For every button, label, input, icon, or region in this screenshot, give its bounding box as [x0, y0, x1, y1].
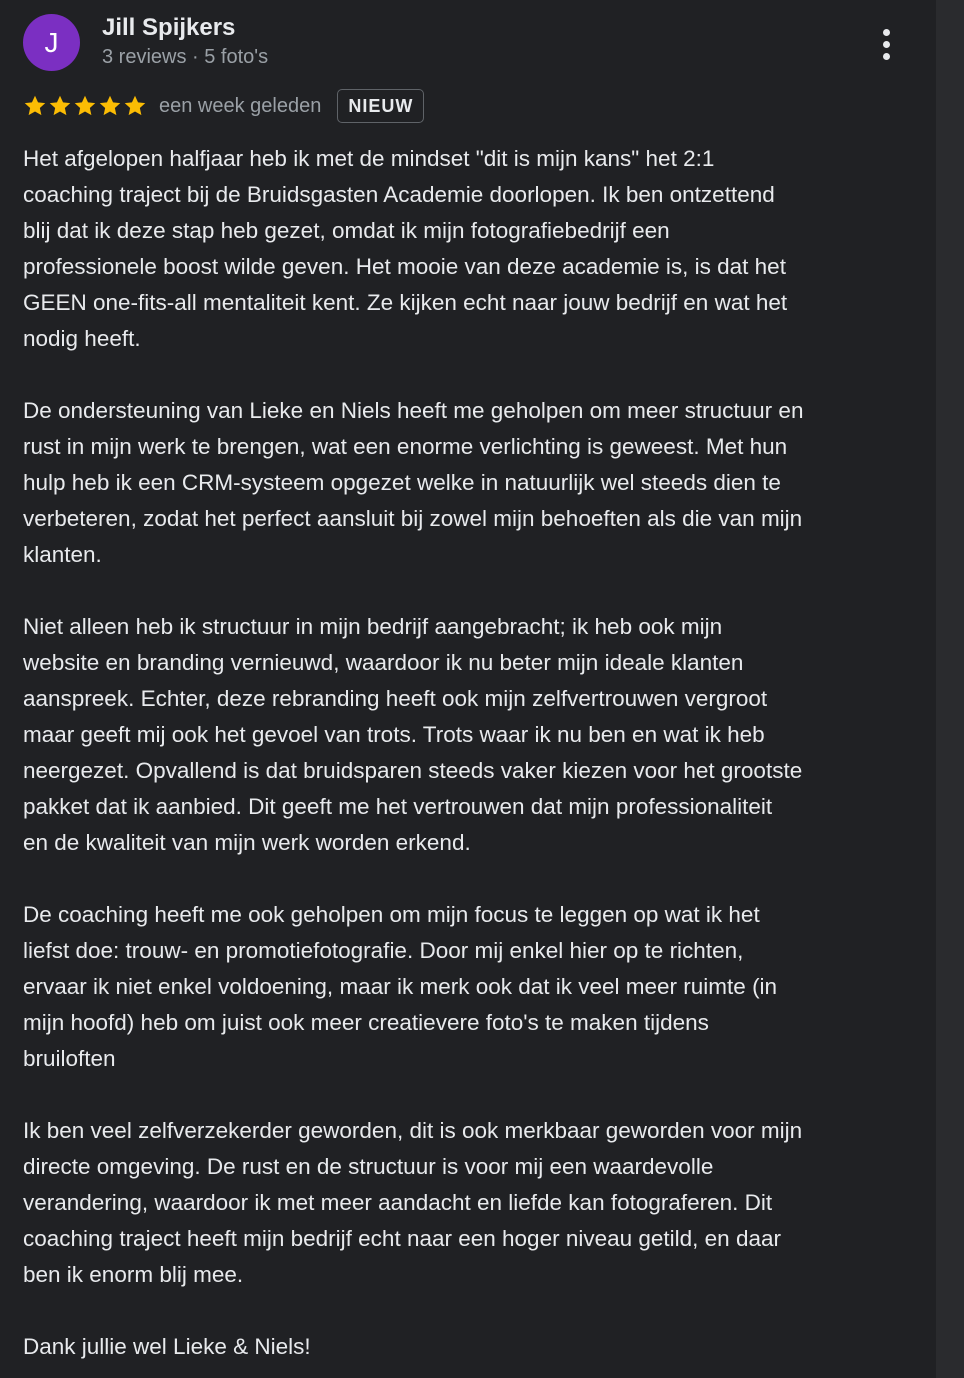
review-paragraph: Het afgelopen halfjaar heb ik met de mindset "dit is mijn kans" het 2:1 coaching traject bij de Bruidsgasten Academie doorlopen. Ik ben ontzettend blij dat ik deze stap heb gezet, omdat ik mijn fotografiebedrijf een professionele boost wilde geven. Het mooie van deze academie is, is dat het GEEN one-fits-all mentaliteit kent. Ze kijken echt naar jouw bedrijf en wat het nodig heeft.	[23, 146, 788, 351]
more-vertical-icon	[883, 29, 890, 36]
review-paragraph: De coaching heeft me ook geholpen om mijn focus te leggen op wat ik het liefst doe: trouw- en promotiefotografie. Door mij enkel hier op te richten, ervaar ik niet enkel voldoening, maar ik merk ook dat ik veel meer ruimte (in mijn hoofd) heb om juist ook meer creatievere foto's te maken tijdens bruiloften	[23, 902, 778, 1071]
review-text	[23, 141, 918, 1365]
rating-row	[23, 87, 424, 125]
new-badge: NIEUW	[337, 89, 424, 123]
more-vertical-icon	[883, 53, 890, 60]
avatar[interactable]	[23, 14, 80, 71]
star-icon	[48, 94, 72, 118]
star-icon	[23, 94, 47, 118]
star-icon	[73, 94, 97, 118]
review-paragraph: De ondersteuning van Lieke en Niels heeft me geholpen om meer structuur en rust in mijn werk te brengen, wat een enorme verlichting is geweest. Met hun hulp heb ik een CRM-systeem opgezet welke in natuurlijk wel steeds dien te verbeteren, zodat het perfect aansluit bij zowel mijn behoeften als die van mijn klanten.	[23, 398, 804, 567]
review-date: een week geleden	[159, 94, 322, 117]
star-icon	[123, 94, 147, 118]
star-icon	[98, 94, 122, 118]
more-vertical-icon	[883, 41, 890, 48]
star-rating	[23, 94, 147, 118]
review-paragraph: Niet alleen heb ik structuur in mijn bedrijf aangebracht; ik heb ook mijn website en branding vernieuwd, waardoor ik nu beter mijn ideale klanten aanspreek. Echter, deze rebranding heeft ook mijn zelfvertrouwen vergroot maar geeft mij ook het gevoel van trots. Trots waar ik nu ben en wat ik heb neergezet. Opvallend is dat bruidsparen steeds vaker kiezen voor het grootste pakket dat ik aanbied. Dit geeft me het vertrouwen dat mijn professionaliteit en de kwaliteit van mijn werk worden erkend.	[23, 614, 803, 855]
review-paragraph: Dank jullie wel Lieke & Niels!	[23, 1334, 311, 1359]
review-paragraph: Ik ben veel zelfverzekerder geworden, dit is ook merkbaar geworden voor mijn directe omgeving. De rust en de structuur is voor mij een waardevolle verandering, waardoor ik met meer aandacht en liefde kan fotograferen. Dit coaching traject heeft mijn bedrijf echt naar een hoger niveau getild, en daar ben ik enorm blij mee.	[23, 1118, 803, 1287]
more-options-button[interactable]	[866, 22, 906, 66]
avatar-initial: J	[44, 27, 59, 58]
scrollbar-track[interactable]	[936, 0, 964, 1378]
reviewer-meta: 3 reviews · 5 foto's	[102, 46, 269, 68]
reviewer-name[interactable]: Jill Spijkers	[102, 14, 236, 41]
